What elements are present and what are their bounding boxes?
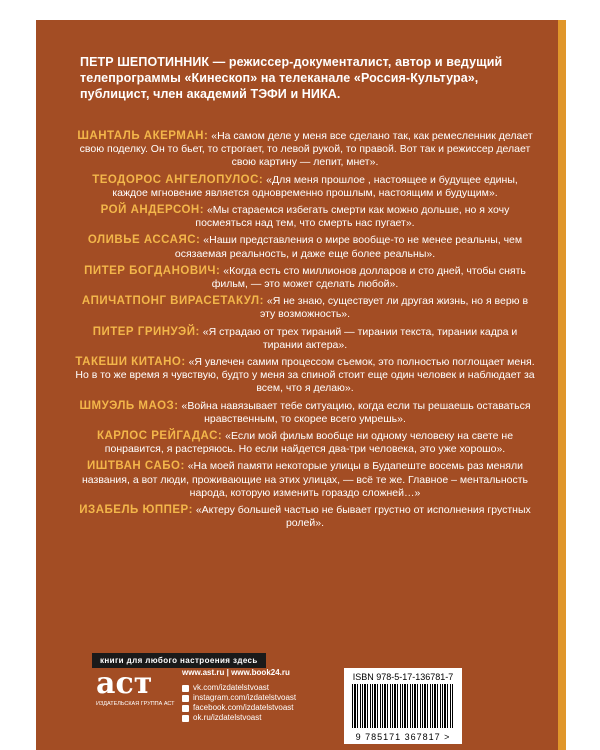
- quote-author: ШМУЭЛЬ МАОЗ:: [79, 399, 179, 412]
- publisher-name: ИЗДАТЕЛЬСКАЯ ГРУППА АСТ: [96, 701, 175, 707]
- quote-item: [74, 204, 536, 230]
- quote-author: ПИТЕР БОГДАНОВИЧ:: [84, 264, 221, 277]
- quote-item: [74, 326, 536, 352]
- quote-text: «На моей памяти некоторые улицы в Будапеште восемь раз меняли названия, а вот люди, проживающие на этих улицах, — всё те же. Главное – ментальность народа, которую изменить гораздо сложней…»: [82, 460, 528, 499]
- quote-item: [74, 174, 536, 200]
- social-link-ok[interactable]: ok.ru/izdatelstvoast: [182, 713, 296, 723]
- quote-text: «На самом деле у меня все сделано так, как ремесленник делает свою поделку. Он то бьет, то строгает, то левой рукой, то правой. Вот так и режиссер делает свою картину — лепит, мнет».: [79, 130, 533, 169]
- quote-text: «Когда есть сто миллионов долларов и сто дней, чтобы снять фильм, — это может сделать любой».: [211, 264, 526, 291]
- vk-icon: [182, 685, 189, 692]
- barcode-digits: 9 785171 367817 >: [355, 732, 451, 742]
- social-link-vk[interactable]: vk.com/izdatelstvoast: [182, 683, 296, 693]
- quote-author: ШАНТАЛЬ АКЕРМАН:: [77, 130, 209, 142]
- quote-item: [74, 430, 536, 456]
- quote-item: [74, 504, 536, 530]
- facebook-icon: [182, 705, 189, 712]
- quote-text: «Мы стараемся избегать смерти как можно дольше, но я хочу посмеяться над тем, что смерть нас пугает».: [195, 204, 510, 230]
- quote-author: ОЛИВЬЕ АССАЯС:: [87, 234, 201, 247]
- quote-text: «Война навязывает тебе ситуацию, когда если ты решаешь оставаться нравственным, то скорее всего умрешь».: [178, 399, 531, 425]
- quote-item: [74, 400, 536, 426]
- quote-text: «Наши представления о мире вообще-то не менее реальны, чем осязаемая реальность, и даже еще более реальны».: [174, 234, 523, 260]
- quote-author: ИШТВАН САБО:: [87, 460, 185, 473]
- website-links[interactable]: www.ast.ru | www.book24.ru: [182, 668, 290, 677]
- barcode-icon: [352, 684, 454, 728]
- publisher-links: [182, 668, 296, 723]
- publisher-logo: [96, 666, 175, 708]
- ast-logo-icon: аст: [96, 666, 153, 701]
- quote-item: [74, 265, 536, 291]
- quote-item: [74, 295, 536, 321]
- social-link-instagram[interactable]: instagram.com/izdatelstvoast: [182, 693, 296, 703]
- quote-item: [74, 130, 536, 170]
- instagram-icon: [182, 695, 189, 702]
- isbn-barcode-box: [344, 668, 462, 744]
- quote-text: «Актеру большей частью не бывает грустно от исполнения грустных ролей».: [192, 504, 531, 530]
- author-bio: [80, 54, 532, 102]
- quote-text: «Я не знаю, существует ли другая жизнь, но я верю в эту возможность».: [259, 295, 529, 321]
- quote-author: ТЕОДОРОС АНГЕЛОПУЛОС:: [92, 173, 264, 186]
- quote-text: «Я увлечен самим процессом съемок, это полностью поглощает меня. Но в то же время я чувствую, будто у меня за спиной стоит еще один человек и наблюдает за всем, что я делаю».: [75, 356, 535, 395]
- author-name: ПЕТР ШЕПОТИННИК: [80, 55, 210, 69]
- social-link-facebook[interactable]: facebook.com/izdatelstvoast: [182, 703, 296, 713]
- quote-text: «Я страдаю от трех тираний — тирании текста, тирании кадра и тирании актера».: [199, 325, 518, 351]
- quote-author: КАРЛОС РЕЙГАДАС:: [96, 430, 223, 443]
- quote-item: [74, 356, 536, 396]
- quote-author: ИЗАБЕЛЬ ЮППЕР:: [79, 504, 193, 517]
- quote-author: РОЙ АНДЕРСОН:: [100, 204, 205, 217]
- quotes-list: [74, 130, 536, 534]
- quote-item: [74, 460, 536, 500]
- quote-author: АПИЧАТПОНГ ВИРАСЕТАКУЛ:: [81, 295, 264, 308]
- author-description: — режиссер-документалист, автор и ведущий телепрограммы «Кинескоп» на телеканале «Россия-Культура», публицист, член академий ТЭФИ и НИКА.: [80, 55, 503, 101]
- quote-author: ПИТЕР ГРИНУЭЙ:: [92, 325, 200, 338]
- slogan-bar: книги для любого настроения здесь: [92, 653, 266, 668]
- odnoklassniki-icon: [182, 715, 189, 722]
- quote-item: [74, 234, 536, 260]
- isbn-label: ISBN 978-5-17-136781-7: [352, 672, 454, 682]
- quote-author: ТАКЕШИ КИТАНО:: [75, 356, 186, 369]
- quote-text: «Для меня прошлое , настоящее и будущее едины, каждое мгновение является одновременно прошлым, настоящим и будущим».: [112, 173, 518, 199]
- quote-text: «Если мой фильм вообще ни одному человеку на свете не понравится, я растеряюсь. Но если найдется два-три человека, это уже хорошо».: [104, 430, 514, 456]
